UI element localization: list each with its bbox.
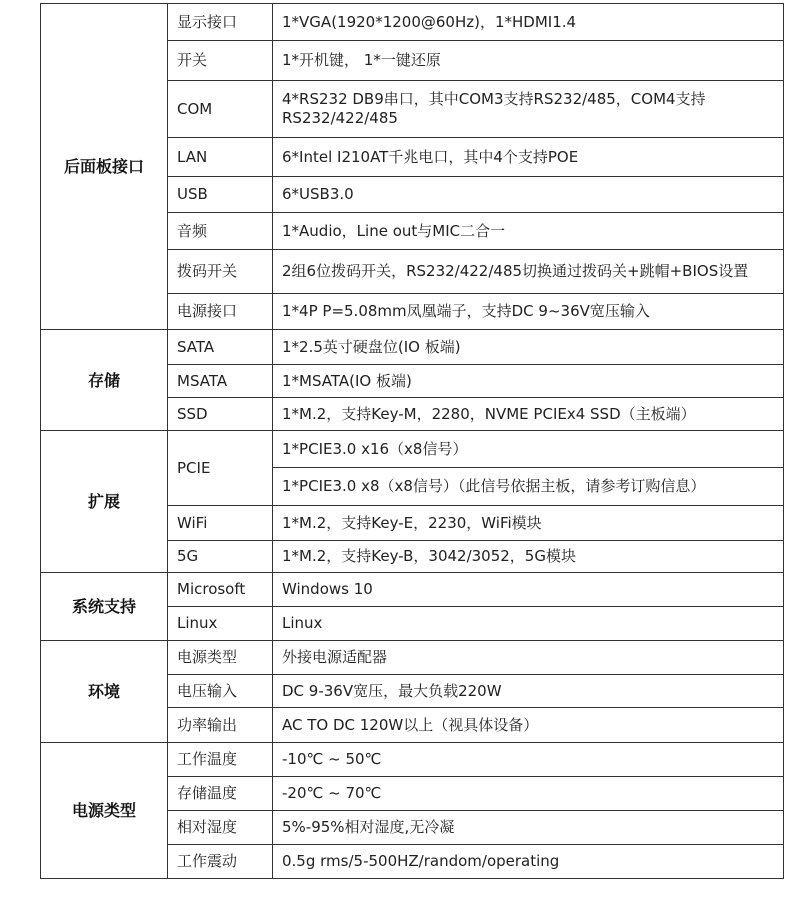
group-label: 电源类型 bbox=[41, 743, 168, 879]
row-value: 1*4P P=5.08mm凤凰端子，支持DC 9~36V宽压输入 bbox=[273, 294, 784, 330]
row-label: 电源接口 bbox=[168, 294, 273, 330]
group-label: 后面板接口 bbox=[41, 4, 168, 330]
row-label: 工作震动 bbox=[168, 845, 273, 879]
row-value: 1*开机键， 1*一键还原 bbox=[273, 41, 784, 81]
row-label: Linux bbox=[168, 607, 273, 641]
row-label: 拨码开关 bbox=[168, 250, 273, 294]
row-value: 1*PCIE3.0 x16（x8信号） bbox=[273, 431, 784, 468]
table-row bbox=[41, 4, 784, 41]
row-value: 6*Intel I210AT千兆电口，其中4个支持POE bbox=[273, 138, 784, 177]
row-value: 0.5g rms/5-500HZ/random/operating bbox=[273, 845, 784, 879]
table-row bbox=[41, 330, 784, 365]
row-value: -20℃ ~ 70℃ bbox=[273, 777, 784, 811]
group-label: 系统支持 bbox=[41, 573, 168, 641]
row-value: DC 9-36V宽压，最大负载220W bbox=[273, 675, 784, 708]
row-label: 显示接口 bbox=[168, 4, 273, 41]
table-row bbox=[41, 431, 784, 468]
row-value: 1*MSATA(IO 板端) bbox=[273, 365, 784, 398]
table-row bbox=[41, 573, 784, 607]
group-label: 存储 bbox=[41, 330, 168, 431]
row-label: 工作温度 bbox=[168, 743, 273, 777]
row-label: MSATA bbox=[168, 365, 273, 398]
row-value: 5%-95%相对湿度,无冷凝 bbox=[273, 811, 784, 845]
row-value: 1*2.5英寸硬盘位(IO 板端) bbox=[273, 330, 784, 365]
row-label: 相对湿度 bbox=[168, 811, 273, 845]
table-row bbox=[41, 641, 784, 675]
row-label: 存储温度 bbox=[168, 777, 273, 811]
row-value: 2组6位拨码开关，RS232/422/485切换通过拨码关+跳帽+BIOS设置 bbox=[273, 250, 784, 294]
row-label: PCIE bbox=[168, 431, 273, 506]
row-label: 电压输入 bbox=[168, 675, 273, 708]
group-label: 扩展 bbox=[41, 431, 168, 573]
row-label: 开关 bbox=[168, 41, 273, 81]
row-label: USB bbox=[168, 177, 273, 213]
row-value: 1*VGA(1920*1200@60Hz)，1*HDMI1.4 bbox=[273, 4, 784, 41]
row-label: SATA bbox=[168, 330, 273, 365]
spec-table bbox=[40, 3, 784, 879]
row-label: LAN bbox=[168, 138, 273, 177]
row-label: Microsoft bbox=[168, 573, 273, 607]
row-value: Linux bbox=[273, 607, 784, 641]
row-value: -10℃ ~ 50℃ bbox=[273, 743, 784, 777]
row-value: 1*M.2，支持Key-M，2280，NVME PCIEx4 SSD（主板端） bbox=[273, 398, 784, 431]
row-value: 1*M.2，支持Key-E，2230，WiFi模块 bbox=[273, 506, 784, 541]
row-value: 1*PCIE3.0 x8（x8信号）（此信号依据主板，请参考订购信息） bbox=[273, 468, 784, 506]
row-value: 4*RS232 DB9串口，其中COM3支持RS232/485，COM4支持RS232/422/485 bbox=[273, 81, 784, 138]
row-label: COM bbox=[168, 81, 273, 138]
row-value: 外接电源适配器 bbox=[273, 641, 784, 675]
row-value: Windows 10 bbox=[273, 573, 784, 607]
row-label: 音频 bbox=[168, 213, 273, 250]
row-label: 功率输出 bbox=[168, 708, 273, 743]
row-label: 5G bbox=[168, 541, 273, 573]
row-value: AC TO DC 120W以上（视具体设备） bbox=[273, 708, 784, 743]
row-value: 1*M.2，支持Key-B，3042/3052，5G模块 bbox=[273, 541, 784, 573]
table-row bbox=[41, 743, 784, 777]
row-label: WiFi bbox=[168, 506, 273, 541]
row-label: 电源类型 bbox=[168, 641, 273, 675]
row-label: SSD bbox=[168, 398, 273, 431]
row-value: 1*Audio，Line out与MIC二合一 bbox=[273, 213, 784, 250]
row-value: 6*USB3.0 bbox=[273, 177, 784, 213]
group-label: 环境 bbox=[41, 641, 168, 743]
